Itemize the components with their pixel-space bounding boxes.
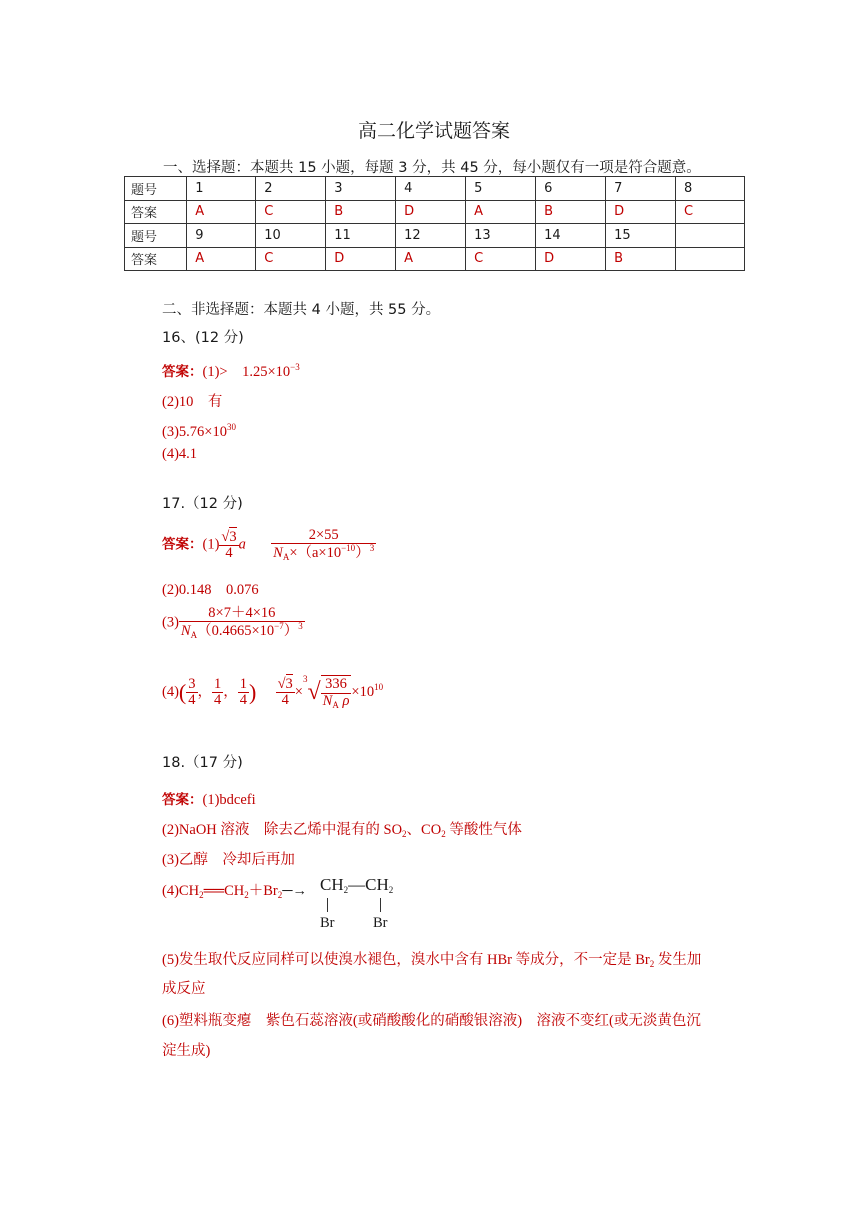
q17-a4-root-den-sub: A (332, 699, 339, 710)
table-cell: B (326, 200, 396, 224)
q17-a4-sqrt: 3 (285, 675, 293, 692)
q18-a5-sub: 2 (649, 959, 655, 969)
table-cell: 7 (606, 177, 676, 201)
q18-a2-sub2: 2 (441, 829, 446, 839)
q17-a4-f2-n: 1 (214, 675, 222, 692)
table-cell: A (187, 200, 256, 224)
q17-a4-f2-d: 4 (214, 692, 222, 709)
q17-answer-3 (162, 606, 305, 641)
q18-br-right: Br (373, 915, 388, 931)
table-cell: D (606, 200, 676, 224)
q16-header: 16、(12 分) (162, 330, 244, 346)
q18-product-structure (320, 875, 393, 895)
q17-a4-f1-d: 4 (188, 692, 196, 709)
q18-a2-sub1: 2 (402, 829, 407, 839)
q16-answer-1 (162, 360, 300, 381)
q17-a3-den-mid: （0.4665×10 (197, 623, 275, 640)
q18-a4-sub2: 2 (244, 890, 249, 900)
table-cell (676, 224, 745, 248)
q17-a4-coord-y (212, 677, 223, 708)
q18-struct-ch2-left: CH (320, 875, 344, 894)
q18-answer-5-line2: 成反应 (162, 981, 206, 997)
q18-header: 18.（17 分) (162, 755, 243, 771)
table-cell: 5 (466, 177, 536, 201)
table-cell: D (326, 247, 396, 271)
table-row (125, 247, 745, 271)
table-row (125, 200, 745, 224)
q18-a4-double-bond: ══CH (203, 883, 245, 899)
table-cell: C (676, 200, 745, 224)
q17-a1-den-close: ） (355, 545, 370, 562)
table-row (125, 177, 745, 201)
q17-a1-var: a (238, 536, 246, 553)
q17-a1-sqrt: 3 (229, 528, 237, 545)
q17-a4-root-fraction (321, 675, 352, 710)
q17-a3-den-n: N (180, 623, 191, 640)
bond-line-right (380, 898, 381, 912)
q17-a4-f3-d: 4 (239, 692, 247, 709)
q18-struct-sub1: 2 (343, 885, 349, 895)
table-cell: A (187, 247, 256, 271)
table-cell: 3 (326, 177, 396, 201)
table-row (125, 224, 745, 248)
answer-table (124, 176, 745, 271)
q18-answer-2 (162, 818, 522, 839)
bond-line-left (327, 898, 328, 912)
table-cell: A (466, 200, 536, 224)
table-cell: 10 (256, 224, 326, 248)
q18-answer-6-line1: (6)塑料瓶变瘪 紫色石蕊溶液(或硝酸酸化的硝酸银溶液) 溶液不变红(或无淡黄色沉 (162, 1013, 701, 1029)
q17-a4-root-den-rho: ρ (342, 692, 350, 709)
q16-a3-exp: 30 (226, 422, 236, 432)
q16-answer-2: (2)10 有 (162, 394, 223, 410)
q17-answer-2: (2)0.148 0.076 (162, 582, 259, 598)
q17-a4-root-index: 3 (302, 674, 308, 684)
q17-a1-num: 2×55 (271, 528, 376, 544)
table-cell: B (536, 200, 606, 224)
q18-struct-sub2: 2 (388, 885, 394, 895)
answer-label: 答案： (162, 792, 203, 808)
table-cell: 11 (326, 224, 396, 248)
q18-struct-bond: — (348, 875, 366, 894)
table-cell: 4 (396, 177, 466, 201)
row-label: 题号 (125, 177, 187, 201)
table-cell: A (396, 247, 466, 271)
q16-answer-4: (4)4.1 (162, 446, 198, 462)
q17-a4-root-den-n: N (322, 692, 333, 709)
q16-a1-exp: −3 (290, 362, 300, 372)
q18-a2-part2: 、CO (406, 822, 442, 838)
table-cell: B (606, 247, 676, 271)
q18-answer-3: (3)乙醇 冷却后再加 (162, 852, 295, 868)
row-label: 答案 (125, 200, 187, 224)
table-cell: 12 (396, 224, 466, 248)
q17-a1-den-n: N (273, 545, 283, 562)
q17-answer-4: (4)( $\frac{3}{4}$ ， $\frac{1}{4}$ ， $\frac{1}{4}$ ) $\frac{√3}{4}$ ×$^3$√ $\frac{336}{N_A \rho}$ $\times 10^{10}$ (162, 674, 384, 710)
q18-answer-4 (162, 879, 307, 900)
q18-a4-sub1: 2 (199, 890, 204, 900)
row-label: 答案 (125, 247, 187, 271)
q17-a3-den-close: ） (283, 623, 299, 640)
q17-a4-coord-x (186, 677, 197, 708)
q17-a4-prefix: (4) (162, 684, 179, 700)
part2-heading: 二、非选择题：本题共 4 小题，共 55 分。 (162, 302, 441, 318)
q18-a5-text: (5)发生取代反应同样可以使溴水褪色，溴水中含有 HBr 等成分，不一定是 Br (162, 952, 650, 968)
q18-a4-sub3: 2 (277, 890, 283, 900)
q17-a3-den-exp: −7 (274, 621, 284, 632)
table-cell: D (396, 200, 466, 224)
q18-answer-1 (162, 788, 256, 809)
q18-a5-end: 发生加 (654, 952, 702, 968)
q18-answer-6-line2: 淀生成) (162, 1043, 211, 1059)
table-cell: 6 (536, 177, 606, 201)
q17-a3-num: 8×7＋4×16 (179, 606, 305, 622)
q17-a4-tail-exp: 10 (374, 682, 384, 692)
q17-a4-den: 4 (281, 692, 289, 709)
q17-a4-f1-n: 3 (188, 675, 196, 692)
q18-a4-part3: ＋Br (248, 883, 278, 899)
q17-a1-den-sub: A (282, 552, 290, 563)
table-cell: 15 (606, 224, 676, 248)
q18-a2-part1: (2)NaOH 溶液 除去乙烯中混有的 SO (162, 822, 403, 838)
q17-a3-den-sub: A (190, 630, 198, 641)
table-cell: D (536, 247, 606, 271)
q17-a4-f3-n: 1 (239, 675, 247, 692)
q17-a3-den-exp2: 3 (298, 621, 303, 632)
table-cell: 1 (187, 177, 256, 201)
reaction-arrow: ─→ (282, 883, 308, 899)
table-cell: 2 (256, 177, 326, 201)
row-label: 题号 (125, 224, 187, 248)
table-cell: C (256, 200, 326, 224)
table-cell: 13 (466, 224, 536, 248)
answer-label: 答案： (162, 536, 203, 553)
q17-a1-den-mid: ×（a×10 (289, 545, 342, 562)
table-cell: 14 (536, 224, 606, 248)
page-title: 高二化学试题答案 (357, 120, 510, 142)
q17-a4-root-num: 336 (321, 677, 352, 693)
q16-a1-text: (1)> 1.25×10 (202, 364, 291, 380)
q18-a2-part3: 等酸性气体 (445, 822, 522, 838)
table-cell: C (466, 247, 536, 271)
q18-br-left: Br (320, 915, 335, 931)
table-cell: 9 (187, 224, 256, 248)
answer-label: 答案： (162, 364, 203, 380)
q16-a3-text: (3)5.76×10 (162, 424, 227, 440)
table-cell: C (256, 247, 326, 271)
q17-header: 17.（12 分) (162, 496, 243, 512)
q18-answer-5-line1 (162, 948, 701, 969)
q18-struct-ch2-right: CH (365, 875, 389, 894)
q16-answer-3 (162, 422, 236, 441)
q17-a3-prefix: (3) (162, 614, 179, 631)
q17-a1-den: 4 (225, 544, 233, 561)
q17-a4-tail: ×10 (351, 684, 375, 700)
q17-answer-1 (162, 528, 376, 563)
q17-a1-prefix: (1) (202, 536, 220, 553)
q17-a4-fraction: $\frac{√3}{4}$ (277, 675, 293, 709)
table-cell: 8 (676, 177, 745, 201)
q18-a4-part1: (4)CH (162, 883, 200, 899)
q17-a1-den-exp: −10 (341, 543, 356, 554)
q17-a1-den-exp2: 3 (369, 543, 375, 554)
q17-a3-fraction (179, 606, 305, 641)
q18-a1-text: (1)bdcefi (202, 792, 256, 808)
q17-a1-fraction: $\frac{√3}{4}$ (221, 528, 237, 561)
table-cell (676, 247, 745, 271)
q17-a1-density-fraction (271, 528, 376, 563)
q17-a4-coord-z (238, 677, 249, 708)
part1-heading: 一、选择题：本题共 15 小题，每题 3 分，共 45 分，每小题仅有一项是符合题意。 (163, 160, 701, 176)
